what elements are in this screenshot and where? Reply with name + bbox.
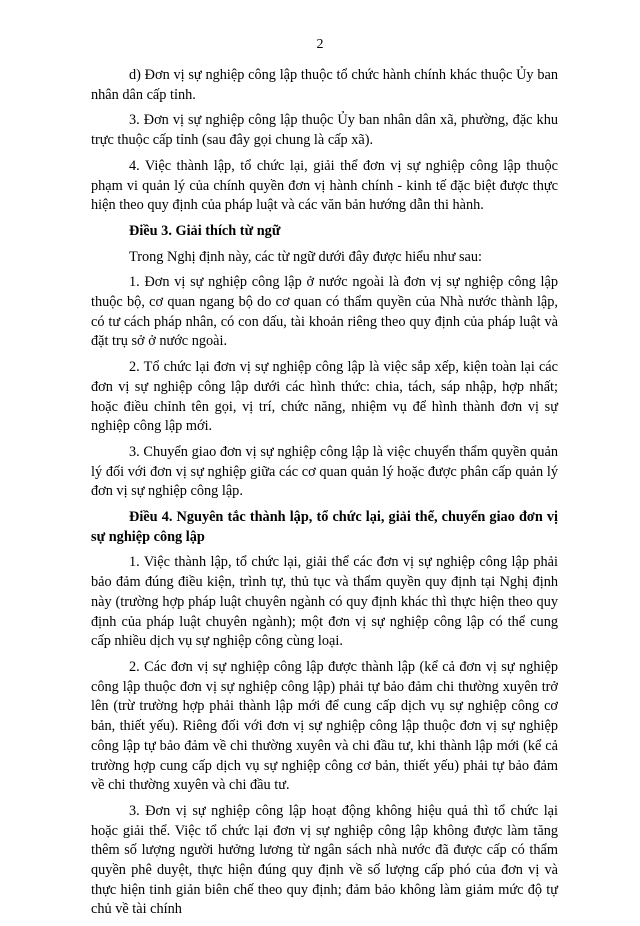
paragraph: 3. Đơn vị sự nghiệp công lập hoạt động không hiệu quả thì tổ chức lại hoặc giải thể. Việc tổ chức lại đơn vị sự nghiệp công lập không được làm tăng thêm số lượng người hưởng lương từ ngân sách nhà nước đã được cấp có thẩm quyền phê duyệt, thực hiện đúng quy định về số lượng cấp phó của đơn vị và thực hiện tinh giản biên chế theo quy định; đảm bảo không làm giảm mức độ tự chủ về tài chính bbox=[91, 802, 558, 918]
paragraph: Trong Nghị định này, các từ ngữ dưới đây được hiểu như sau: bbox=[129, 248, 482, 265]
paragraph: 3. Đơn vị sự nghiệp công lập thuộc Ủy ban nhân dân xã, phường, đặc khu trực thuộc cấp tỉnh (sau đây gọi chung là cấp xã). bbox=[91, 112, 558, 149]
paragraph: d) Đơn vị sự nghiệp công lập thuộc tổ chức hành chính khác thuộc Ủy ban nhân dân cấp tỉnh. bbox=[91, 67, 558, 103]
paragraph: 1. Đơn vị sự nghiệp công lập ở nước ngoài là đơn vị sự nghiệp công lập thuộc bộ, cơ quan ngang bộ do cơ quan có thẩm quyền của Nhà nước thành lập, có tư cách pháp nhân, có con dấu, tài khoản riêng theo quy định của pháp luật và đặt trụ sở ở nước ngoài. bbox=[91, 274, 558, 350]
page-number: 2 bbox=[316, 37, 324, 52]
paragraph: 3. Chuyển giao đơn vị sự nghiệp công lập là việc chuyển thẩm quyền quản lý đối với đơn vị sự nghiệp giữa các cơ quan quản lý hoặc được phân cấp quản lý đơn vị sự nghiệp công lập. bbox=[91, 443, 558, 500]
paragraph: 1. Việc thành lập, tổ chức lại, giải thể các đơn vị sự nghiệp công lập phải bảo đảm đúng điều kiện, trình tự, thủ tục và thẩm quyền quy định tại Nghị định này (trường hợp pháp luật chuyên ngành có quy định khác thì thực hiện theo quy định của pháp luật chuyên ngành); một đơn vị sự nghiệp công lập có thể cung cấp nhiều dịch vụ sự nghiệp công cùng loại. bbox=[91, 554, 558, 650]
paragraph: 4. Việc thành lập, tổ chức lại, giải thể đơn vị sự nghiệp công lập thuộc phạm vi quản lý của chính quyền đơn vị hành chính - kinh tế đặc biệt được thực hiện theo quy định của pháp luật và các văn bản hướng dẫn thi hành. bbox=[91, 157, 558, 214]
paragraph: 2. Các đơn vị sự nghiệp công lập được thành lập (kể cả đơn vị sự nghiệp công lập thuộc đơn vị sự nghiệp công lập) phải tự bảo đảm chi thường xuyên trở lên (trừ trường hợp phải thành lập mới để cung cấp dịch vụ sự nghiệp công cơ bản, thiết yếu). Riêng đối với đơn vị sự nghiệp công lập thuộc đơn vị sự nghiệp công lập tự bảo đảm về chi thường xuyên và chi đầu tư, khi thành lập mới (kể cả trường hợp cung cấp dịch vụ sự nghiệp công cơ bản, thiết yếu) phải tự bảo đảm về chi thường xuyên và chi đầu tư. bbox=[91, 658, 558, 794]
section-heading: Điều 3. Giải thích từ ngữ bbox=[129, 222, 281, 239]
paragraph: 2. Tổ chức lại đơn vị sự nghiệp công lập là việc sắp xếp, kiện toàn lại các đơn vị sự nghiệp công lập dưới các hình thức: chia, tách, sáp nhập, hợp nhất; hoặc điều chỉnh tên gọi, vị trí, chức năng, nhiệm vụ để hình thành đơn vị sự nghiệp công lập mới. bbox=[91, 359, 558, 435]
document-body bbox=[91, 66, 558, 926]
section-heading: Điều 4. Nguyên tắc thành lập, tổ chức lại, giải thể, chuyển giao đơn vị sự nghiệp công lập bbox=[91, 509, 558, 545]
